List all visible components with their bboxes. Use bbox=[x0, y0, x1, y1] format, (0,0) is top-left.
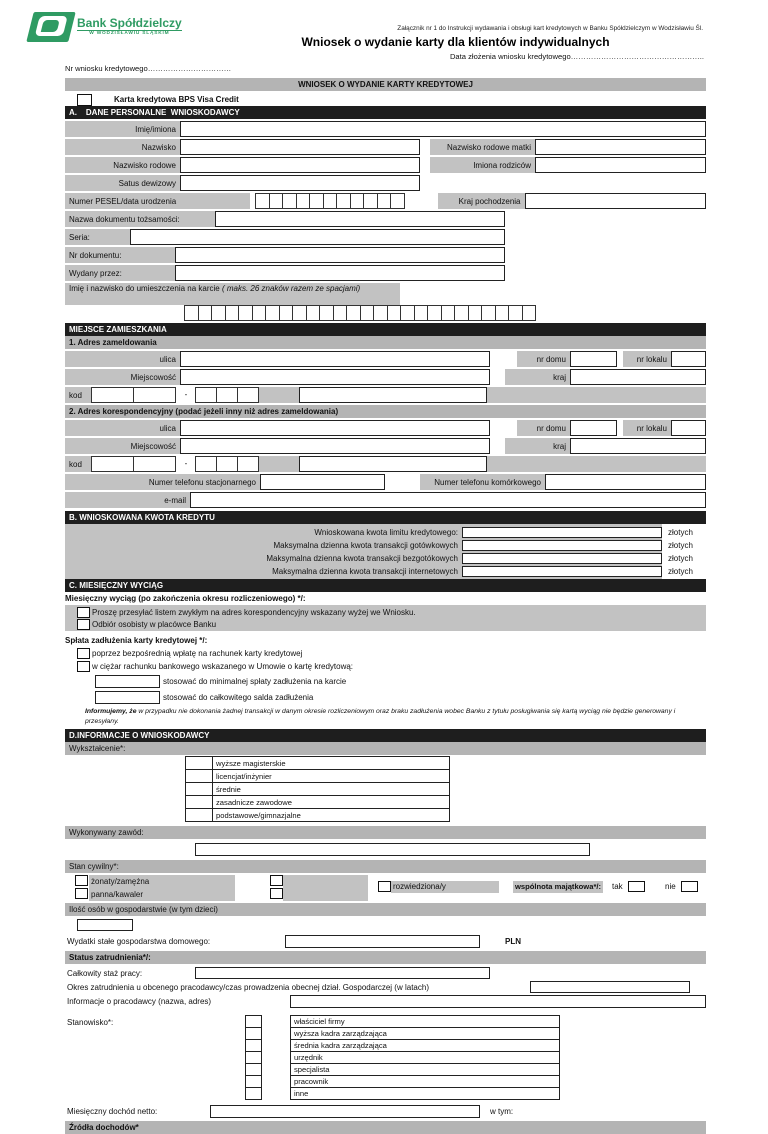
expenses-label: Wydatki stałe gospodarstwa domowego: bbox=[67, 936, 211, 946]
char-cell[interactable] bbox=[238, 305, 253, 321]
position-block bbox=[65, 1016, 706, 1102]
postal-dash: - bbox=[184, 390, 188, 399]
address1-street-row bbox=[65, 351, 706, 367]
char-cell[interactable] bbox=[346, 305, 361, 321]
surname-row bbox=[65, 139, 706, 155]
mother-maiden-input[interactable] bbox=[535, 139, 706, 155]
char-cell[interactable] bbox=[414, 305, 429, 321]
series-input[interactable] bbox=[130, 229, 505, 245]
char-cell[interactable] bbox=[216, 456, 238, 472]
char-cell[interactable] bbox=[133, 387, 176, 403]
phone-mobile-label: Numer telefonu komórkowego bbox=[420, 474, 545, 490]
address1-city-row bbox=[65, 369, 706, 385]
address1-country-input[interactable] bbox=[570, 369, 706, 385]
property-community-label: wspólnota majątkowa*/: bbox=[514, 882, 602, 892]
employment-bar: Status zatrudnienia*/: bbox=[65, 951, 706, 964]
address1-postal-cells-b bbox=[196, 387, 259, 403]
marital-married-label: żonaty/zamężna bbox=[91, 877, 150, 887]
cash-limit-input[interactable] bbox=[462, 540, 662, 551]
repayment-option-2-row bbox=[65, 661, 706, 672]
address2-postal-cells-b bbox=[196, 456, 259, 472]
expenses-currency: PLN bbox=[505, 936, 521, 946]
char-cell[interactable] bbox=[454, 305, 469, 321]
currency-status-row bbox=[65, 175, 706, 191]
first-names-row bbox=[65, 121, 706, 137]
marital-row bbox=[65, 875, 706, 901]
position-option-row bbox=[290, 1015, 560, 1028]
property-no-checkbox[interactable] bbox=[681, 881, 698, 892]
position-option-1: wyższa kadra zarządzająca bbox=[294, 1029, 387, 1039]
delivery-option-1-label: Proszę przesyłać listem zwykłym na adres korespondencyjny wskazany wyżej we Wniosku. bbox=[92, 608, 416, 617]
employer-period-label: Okres zatrudnienia u obcenego pracodawcy/czas prowadzenia obecnej dział. Gospodarczej (w latach) bbox=[67, 982, 429, 992]
char-cell[interactable] bbox=[350, 193, 365, 209]
marital-extra-checkbox-2[interactable] bbox=[270, 888, 283, 899]
char-cell[interactable] bbox=[292, 305, 307, 321]
cashless-limit-unit: złotych bbox=[668, 554, 693, 563]
education-checkbox-3[interactable] bbox=[186, 796, 213, 808]
address2-city-row bbox=[65, 438, 706, 454]
property-no-label: nie bbox=[665, 882, 676, 892]
char-cell[interactable] bbox=[336, 193, 351, 209]
position-option-0: właściciel firmy bbox=[294, 1017, 345, 1027]
education-checkbox-1[interactable] bbox=[186, 770, 213, 782]
delivery-option-1-checkbox[interactable] bbox=[77, 607, 90, 618]
card-name-label-row bbox=[65, 283, 706, 305]
issued-by-label: Wydany przez: bbox=[65, 265, 175, 281]
char-cell[interactable] bbox=[91, 456, 134, 472]
address1-post-office-input[interactable] bbox=[299, 387, 487, 403]
repayment-option-1-checkbox[interactable] bbox=[77, 648, 90, 659]
repayment-sub-2-input[interactable] bbox=[95, 691, 160, 704]
marital-label-bar: Stan cywilny*: bbox=[65, 860, 706, 873]
char-cell[interactable] bbox=[225, 305, 240, 321]
internet-limit-unit: złotych bbox=[668, 567, 693, 576]
id-document-row bbox=[65, 211, 706, 227]
income-input[interactable] bbox=[210, 1105, 480, 1118]
page-title: Wniosek o wydanie karty dla klientów indywidualnych bbox=[301, 35, 610, 49]
document-no-row bbox=[65, 247, 706, 263]
char-cell[interactable] bbox=[237, 387, 259, 403]
char-cell[interactable] bbox=[495, 305, 510, 321]
delivery-option-2-label: Odbiór osobisty w placówce Banku bbox=[92, 620, 217, 629]
address2-street-row bbox=[65, 420, 706, 436]
request-number-line: Nr wniosku kredytowego…………………………… bbox=[65, 64, 232, 73]
employer-period-input[interactable] bbox=[530, 981, 690, 993]
repayment-heading: Spłata zadłużenia karty kredytowej */: bbox=[65, 636, 208, 645]
char-cell[interactable] bbox=[468, 305, 483, 321]
education-option-2: średnie bbox=[216, 784, 241, 794]
cash-limit-row bbox=[65, 540, 693, 551]
repayment-sub-1-row bbox=[65, 675, 706, 688]
phone-landline-label: Numer telefonu stacjonarnego bbox=[65, 474, 260, 490]
address1-house-no-input[interactable] bbox=[570, 351, 617, 367]
card-type-row bbox=[65, 93, 706, 106]
household-input-row bbox=[65, 919, 706, 931]
char-cell[interactable] bbox=[481, 305, 496, 321]
char-cell[interactable] bbox=[309, 193, 324, 209]
series-label: Seria: bbox=[65, 229, 130, 245]
marital-divorced-label: rozwiedziona/y bbox=[391, 881, 499, 893]
internet-limit-input[interactable] bbox=[462, 566, 662, 577]
tenure-row bbox=[65, 967, 706, 979]
position-option-5: pracownik bbox=[294, 1077, 329, 1087]
house-no-label: nr domu bbox=[517, 351, 570, 367]
marital-left-labels bbox=[89, 875, 235, 901]
household-label-bar: Ilość osób w gospodarstwie (w tym dzieci) bbox=[65, 903, 706, 916]
house-no-label2: nr domu bbox=[517, 420, 570, 436]
char-cell[interactable] bbox=[296, 193, 311, 209]
bank-location: W WODZISŁAWIU ŚLĄSKIM bbox=[89, 31, 170, 37]
repayment-option-1-label: poprzez bezpośrednią wpłatę na rachunek karty kredytowej bbox=[92, 649, 303, 658]
char-cell[interactable] bbox=[216, 387, 238, 403]
cash-limit-label: Maksymalna dzienna kwota transakcji gotówkowych bbox=[273, 541, 458, 550]
position-option-2: średnia kadra zarządzająca bbox=[294, 1041, 387, 1051]
marital-divorced-checkbox[interactable] bbox=[378, 881, 391, 892]
maiden-name-label: Nazwisko rodowe bbox=[65, 157, 180, 173]
char-cell[interactable] bbox=[387, 305, 402, 321]
education-checkbox-0[interactable] bbox=[186, 757, 213, 769]
address1-bar: 1. Adres zameldowania bbox=[65, 336, 706, 349]
position-option-row bbox=[290, 1087, 560, 1100]
occupation-label-bar: Wykonywany zawód: bbox=[65, 826, 706, 839]
repayment-option-2-label: w ciężar rachunku bankowego wskazanego w Umowie o kartę kredytową: bbox=[92, 662, 354, 671]
statement-note-lead: Informujemy, że bbox=[85, 708, 137, 715]
address1-flat-no-input[interactable] bbox=[671, 351, 706, 367]
id-document-label: Nazwa dokumentu tożsamości: bbox=[65, 211, 215, 227]
education-option-4: podstawowe/gimnazjalne bbox=[216, 810, 301, 820]
phones-row bbox=[65, 474, 706, 490]
cashless-limit-label: Maksymalna dzienna kwota transakcji bezgotókowych bbox=[266, 554, 458, 563]
address1-postal-row bbox=[65, 387, 706, 403]
char-cell[interactable] bbox=[184, 305, 199, 321]
marital-single-label: panna/kawaler bbox=[91, 890, 144, 900]
income-label: Miesięczny dochód netto: bbox=[67, 1107, 158, 1117]
logo-bubble-inner-shape bbox=[41, 20, 60, 32]
first-names-label: Imię/imiona bbox=[65, 121, 180, 137]
education-checkbox-2[interactable] bbox=[186, 783, 213, 795]
char-cell[interactable] bbox=[323, 193, 338, 209]
document-no-input[interactable] bbox=[175, 247, 505, 263]
education-option-row bbox=[185, 756, 450, 770]
section-b-block bbox=[65, 524, 693, 579]
address1-city-input[interactable] bbox=[180, 369, 490, 385]
position-option-3: urzędnik bbox=[294, 1053, 323, 1063]
char-cell[interactable] bbox=[195, 456, 217, 472]
country-label2: kraj bbox=[505, 438, 570, 454]
char-cell[interactable] bbox=[377, 193, 392, 209]
card-name-note: ( maks. 26 znaków razem ze spacjami) bbox=[221, 284, 361, 293]
char-cell[interactable] bbox=[333, 305, 348, 321]
income-sources-bar: Źródła dochodów* bbox=[65, 1121, 706, 1134]
section-b-bar: B. WNIOSKOWANA KWOTA KREDYTU bbox=[65, 511, 706, 524]
section-d-bar: D.INFORMACJE O WNIOSKODAWCY bbox=[65, 729, 706, 742]
education-option-row bbox=[185, 769, 450, 783]
credit-limit-unit: złotych bbox=[668, 528, 693, 537]
issued-by-row bbox=[65, 265, 706, 281]
char-cell[interactable] bbox=[522, 305, 537, 321]
tenure-label: Całkowity staż pracy: bbox=[67, 968, 143, 978]
address2-flat-no-input[interactable] bbox=[671, 420, 706, 436]
document-no-label: Nr dokumentu: bbox=[65, 247, 175, 263]
origin-country-input[interactable] bbox=[525, 193, 707, 209]
education-label-bar: Wykształcenie*: bbox=[65, 742, 706, 755]
position-checkbox-6[interactable] bbox=[245, 1087, 262, 1100]
char-cell[interactable] bbox=[282, 193, 297, 209]
credit-limit-label: Wnioskowana kwota limitu kredytowego: bbox=[314, 528, 458, 537]
marital-extra-checkbox-1[interactable] bbox=[270, 875, 283, 886]
surname-label: Nazwisko bbox=[65, 139, 180, 155]
address2-bar: 2. Adres korespondencyjny (podać jeżeli inny niż adres zameldowania) bbox=[65, 405, 706, 418]
repayment-sub-2-label: stosować do całkowitego salda zadłużenia bbox=[163, 693, 314, 702]
education-option-1: licencjat/inżynier bbox=[216, 771, 272, 781]
occupation-input[interactable] bbox=[195, 843, 590, 856]
address1-postal-cells-a bbox=[92, 387, 176, 403]
address2-postal-cells-a bbox=[92, 456, 176, 472]
statement-heading: Miesięczny wyciąg (po zakończenia okresu rozliczeniowego) */: bbox=[65, 594, 306, 603]
char-cell[interactable] bbox=[373, 305, 388, 321]
flat-no-label2: nr lokalu bbox=[623, 420, 671, 436]
char-cell[interactable] bbox=[237, 456, 259, 472]
education-option-0: wyższe magisterskie bbox=[216, 758, 286, 768]
char-cell[interactable] bbox=[363, 193, 378, 209]
street-label2: ulica bbox=[65, 420, 180, 436]
flat-no-label: nr lokalu bbox=[623, 351, 671, 367]
card-type-checkbox[interactable] bbox=[77, 94, 92, 106]
statement-note bbox=[85, 707, 706, 727]
repayment-option-1-row bbox=[65, 648, 706, 659]
mother-maiden-label: Nazwisko rodowe matki bbox=[430, 139, 535, 155]
education-option-row bbox=[185, 795, 450, 809]
tenure-input[interactable] bbox=[195, 967, 490, 979]
internet-limit-row bbox=[65, 566, 693, 577]
address2-street-input[interactable] bbox=[180, 420, 490, 436]
cashless-limit-input[interactable] bbox=[462, 553, 662, 564]
income-row bbox=[65, 1105, 706, 1118]
char-cell[interactable] bbox=[269, 193, 284, 209]
char-cell[interactable] bbox=[255, 193, 270, 209]
position-option-row bbox=[290, 1027, 560, 1040]
address2-country-input[interactable] bbox=[570, 438, 706, 454]
card-name-label-text: Imię i nazwisko do umieszczenia na karcie bbox=[69, 284, 222, 293]
pesel-row bbox=[65, 193, 706, 209]
employer-period-row bbox=[65, 981, 706, 993]
property-yes-label: tak bbox=[612, 882, 623, 892]
postal-code-label: kod bbox=[65, 387, 92, 403]
delivery-option-1-row bbox=[65, 607, 706, 618]
char-cell[interactable] bbox=[390, 193, 405, 209]
char-cell[interactable] bbox=[195, 387, 217, 403]
country-label: kraj bbox=[505, 369, 570, 385]
education-option-row bbox=[185, 782, 450, 796]
position-option-row bbox=[290, 1063, 560, 1076]
submission-date-line: Data złożenia wniosku kredytowego…………………………………………….. bbox=[449, 52, 704, 61]
expenses-row bbox=[65, 934, 706, 948]
employer-info-input[interactable] bbox=[290, 995, 706, 1008]
char-cell[interactable] bbox=[198, 305, 213, 321]
position-label: Stanowisko*: bbox=[67, 1018, 114, 1028]
postal-dash2: - bbox=[184, 459, 188, 468]
cashless-limit-row bbox=[65, 553, 693, 564]
residence-bar: MIEJSCE ZAMIESZKANIA bbox=[65, 323, 706, 336]
char-cell[interactable] bbox=[360, 305, 375, 321]
income-suffix: w tym: bbox=[490, 1107, 514, 1117]
logo-bubble-shape bbox=[35, 16, 68, 36]
char-cell[interactable] bbox=[211, 305, 226, 321]
card-name-label bbox=[65, 283, 400, 305]
attachment-note: Załącznik nr 1 do Instrukcji wydawania i obsługi kart kredytowych w Banku Spółdzielczym w Wodzisławiu Śl. bbox=[397, 25, 703, 32]
address2-house-no-input[interactable] bbox=[570, 420, 617, 436]
char-cell[interactable] bbox=[400, 305, 415, 321]
statement-delivery-block bbox=[65, 605, 706, 631]
education-options bbox=[185, 756, 450, 822]
repayment-sub-1-label: stosować do minimalnej spłaty zadłużenia na karcie bbox=[163, 677, 347, 686]
street-label: ulica bbox=[65, 351, 180, 367]
char-cell[interactable] bbox=[91, 387, 134, 403]
surname-input[interactable] bbox=[180, 139, 420, 155]
delivery-option-2-checkbox[interactable] bbox=[77, 619, 90, 630]
char-cell[interactable] bbox=[279, 305, 294, 321]
maiden-name-row bbox=[65, 157, 706, 173]
section-c-bar: C. MIESIĘCZNY WYCIĄG bbox=[65, 579, 706, 592]
statement-note-body: w przypadku nie dokonania żadnej transakcji w danym okresie rozliczeniowym oraz braku zadłużenia wobec Banku z tytułu posługiwania się kartą wyciąg nie będzie generowany i przesyłany. bbox=[85, 708, 676, 726]
city-label2: Miejscowość bbox=[65, 438, 180, 454]
email-label: e-mail bbox=[65, 492, 190, 508]
marital-extra-labels bbox=[283, 875, 368, 901]
pesel-label: Numer PESEL/data urodzenia bbox=[65, 193, 250, 209]
phone-landline-input[interactable] bbox=[260, 474, 385, 490]
expenses-input[interactable] bbox=[285, 935, 480, 948]
maiden-name-input[interactable] bbox=[180, 157, 420, 173]
char-cell[interactable] bbox=[427, 305, 442, 321]
position-option-row bbox=[290, 1051, 560, 1064]
occupation-input-row bbox=[65, 843, 706, 856]
phone-mobile-input[interactable] bbox=[545, 474, 706, 490]
repayment-sub-1-input[interactable] bbox=[95, 675, 160, 688]
cash-limit-unit: złotych bbox=[668, 541, 693, 550]
address1-street-input[interactable] bbox=[180, 351, 490, 367]
marital-single-checkbox[interactable] bbox=[75, 888, 88, 899]
household-input[interactable] bbox=[77, 919, 133, 931]
form-header bbox=[0, 0, 768, 78]
char-cell[interactable] bbox=[441, 305, 456, 321]
address2-post-office-input[interactable] bbox=[299, 456, 487, 472]
section-a-bar: A. DANE PERSONALNE WNIOSKODAWCY bbox=[65, 106, 706, 119]
char-cell[interactable] bbox=[265, 305, 280, 321]
city-label: Miejscowość bbox=[65, 369, 180, 385]
parents-names-label: Imiona rodziców bbox=[430, 157, 535, 173]
currency-status-input[interactable] bbox=[180, 175, 420, 191]
id-document-input[interactable] bbox=[215, 211, 505, 227]
credit-limit-input[interactable] bbox=[462, 527, 662, 538]
series-row bbox=[65, 229, 706, 245]
email-row bbox=[65, 492, 706, 508]
postal-code-label2: kod bbox=[65, 456, 92, 472]
position-options bbox=[290, 1016, 560, 1100]
position-option-6: inne bbox=[294, 1089, 309, 1099]
char-cell[interactable] bbox=[508, 305, 523, 321]
char-cell[interactable] bbox=[306, 305, 321, 321]
credit-limit-row bbox=[65, 527, 693, 538]
currency-status-label: Satus dewizowy bbox=[65, 175, 180, 191]
char-cell[interactable] bbox=[133, 456, 176, 472]
internet-limit-label: Maksymalna dzienna kwota transakcji internetowych bbox=[272, 567, 458, 576]
address2-postal-row bbox=[65, 456, 706, 472]
marital-married-checkbox[interactable] bbox=[75, 875, 88, 886]
parents-names-input[interactable] bbox=[535, 157, 706, 173]
repayment-sub-2-row bbox=[65, 691, 706, 704]
position-option-4: specjalista bbox=[294, 1065, 330, 1075]
address2-city-input[interactable] bbox=[180, 438, 490, 454]
education-option-row bbox=[185, 808, 450, 822]
education-checkbox-4[interactable] bbox=[186, 809, 213, 821]
employer-info-row bbox=[65, 995, 706, 1008]
issued-by-input[interactable] bbox=[175, 265, 505, 281]
card-type-label: Karta kredytowa BPS Visa Credit bbox=[114, 95, 239, 104]
repayment-option-2-checkbox[interactable] bbox=[77, 661, 90, 672]
card-name-cells-row bbox=[65, 305, 706, 321]
origin-country-label: Kraj pochodzenia bbox=[438, 193, 525, 209]
form-title-bar: WNIOSEK O WYDANIE KARTY KREDYTOWEJ bbox=[65, 78, 706, 91]
education-option-3: zasadnicze zawodowe bbox=[216, 797, 292, 807]
position-option-row bbox=[290, 1075, 560, 1088]
email-input[interactable] bbox=[190, 492, 706, 508]
position-option-row bbox=[290, 1039, 560, 1052]
position-checkbox-column bbox=[245, 1016, 262, 1100]
card-name-cells bbox=[185, 305, 536, 321]
property-yes-checkbox[interactable] bbox=[628, 881, 645, 892]
first-names-input[interactable] bbox=[180, 121, 706, 137]
char-cell[interactable] bbox=[319, 305, 334, 321]
employer-info-label: Informacje o pracodawcy (nazwa, adres) bbox=[67, 997, 212, 1007]
bank-name: Bank Spółdzielczy bbox=[77, 16, 182, 31]
char-cell[interactable] bbox=[252, 305, 267, 321]
delivery-option-2-row bbox=[65, 619, 706, 630]
pesel-cells bbox=[256, 193, 405, 209]
